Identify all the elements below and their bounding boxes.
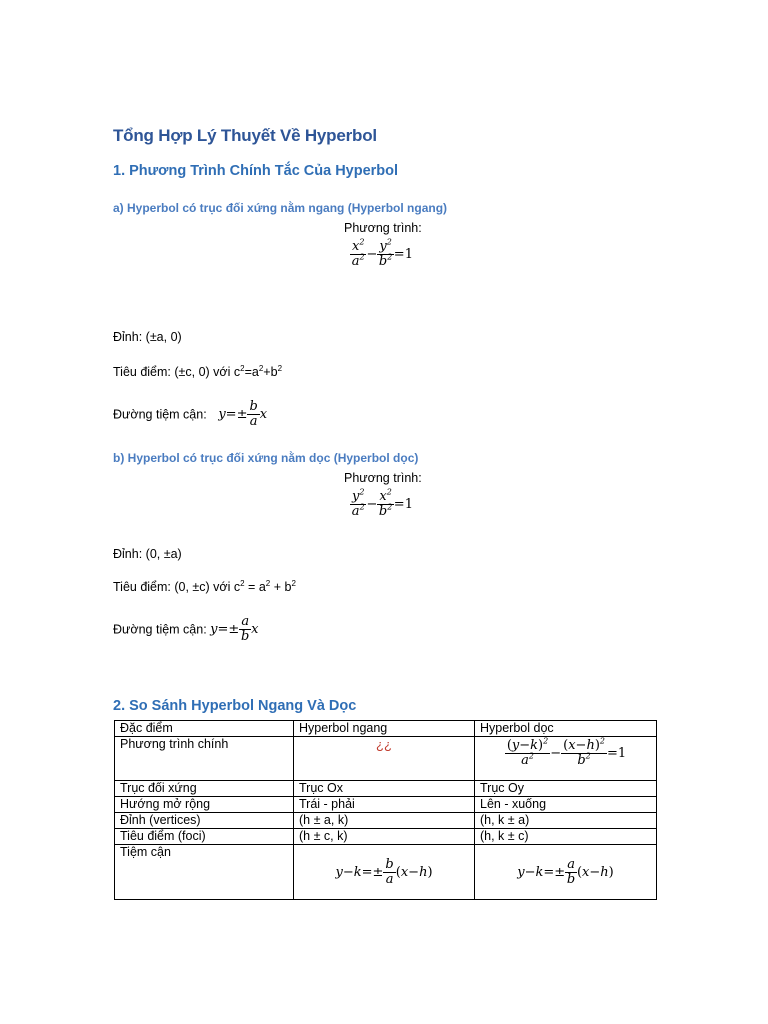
table-header-cell: Hyperbol ngang xyxy=(294,721,475,737)
asymptote-horizontal: y−k=± $\frac{b}{a}$ (x−h) xyxy=(335,856,433,887)
table-row xyxy=(115,781,657,797)
table-cell: Phương trình chính xyxy=(115,737,294,781)
table-header-cell: Hyperbol dọc xyxy=(475,721,657,737)
table-cell: Trục Oy xyxy=(475,781,657,797)
equation-vertical: $\frac{(y-k)^2}{a^2}$ − $\frac{(x-h)^2}{b^2}$ =1 xyxy=(506,736,627,768)
comparison-table xyxy=(114,720,657,900)
section2-heading: 2. So Sánh Hyperbol Ngang Và Dọc xyxy=(113,698,357,714)
subsection-b-heading: b) Hyperbol có trục đối xứng nằm dọc (Hyperbol dọc) xyxy=(113,451,419,465)
table-row xyxy=(115,737,657,781)
table-cell: Lên - xuống xyxy=(475,797,657,813)
table-cell xyxy=(475,737,657,781)
table-cell xyxy=(294,737,475,781)
foci-a: Tiêu điểm: (±c, 0) với $c^2=a^2+b^2$ xyxy=(113,363,283,379)
table-row xyxy=(115,845,657,900)
table-cell: (h, k ± c) xyxy=(475,829,657,845)
subsection-a-heading: a) Hyperbol có trục đối xứng nằm ngang (Hyperbol ngang) xyxy=(113,201,448,215)
table-cell: Tiệm cận xyxy=(115,845,294,900)
equation-label-a: Phương trình: xyxy=(344,221,422,235)
table-cell: Đỉnh (vertices) xyxy=(115,813,294,829)
table-header-cell: Đặc điểm xyxy=(115,721,294,737)
error-glyph: ¿¿ xyxy=(376,737,392,752)
section1-heading: 1. Phương Trình Chính Tắc Của Hyperbol xyxy=(113,163,399,179)
table-row xyxy=(115,829,657,845)
equation-a: $\frac{x^2}{a^2}$ − $\frac{y^2}{b^2}$ =1 xyxy=(351,237,413,269)
asymptote-b: Đường tiệm cận: y=± $\frac{a}{b}$ x xyxy=(113,614,259,644)
table-cell: (h, k ± a) xyxy=(475,813,657,829)
table-cell: Hướng mở rộng xyxy=(115,797,294,813)
vertex-a: Đỉnh: (±a, 0) xyxy=(113,330,182,344)
equation-label-b: Phương trình: xyxy=(344,471,422,485)
table-cell: (h ± a, k) xyxy=(294,813,475,829)
page-title: Tổng Hợp Lý Thuyết Về Hyperbol xyxy=(113,126,377,145)
table-cell: Tiêu điểm (foci) xyxy=(115,829,294,845)
asymptote-a: Đường tiệm cận: y=± $\frac{b}{a}$ x xyxy=(113,399,268,429)
foci-b: Tiêu điểm: (0, ±c) với $c^2 = a^2 + b^2$ xyxy=(113,578,296,594)
table-cell: Trục Ox xyxy=(294,781,475,797)
vertex-b: Đỉnh: (0, ±a) xyxy=(113,547,182,561)
table-cell xyxy=(475,845,657,900)
equation-b: $\frac{y^2}{a^2}$ − $\frac{x^2}{b^2}$ =1 xyxy=(351,487,413,519)
table-row xyxy=(115,813,657,829)
table-header-row xyxy=(115,721,657,737)
asymptote-vertical: y−k=± $\frac{a}{b}$ (x−h) xyxy=(517,856,614,887)
table-row xyxy=(115,797,657,813)
table-cell: (h ± c, k) xyxy=(294,829,475,845)
table-cell: Trục đối xứng xyxy=(115,781,294,797)
table-cell xyxy=(294,845,475,900)
table-cell: Trái - phải xyxy=(294,797,475,813)
